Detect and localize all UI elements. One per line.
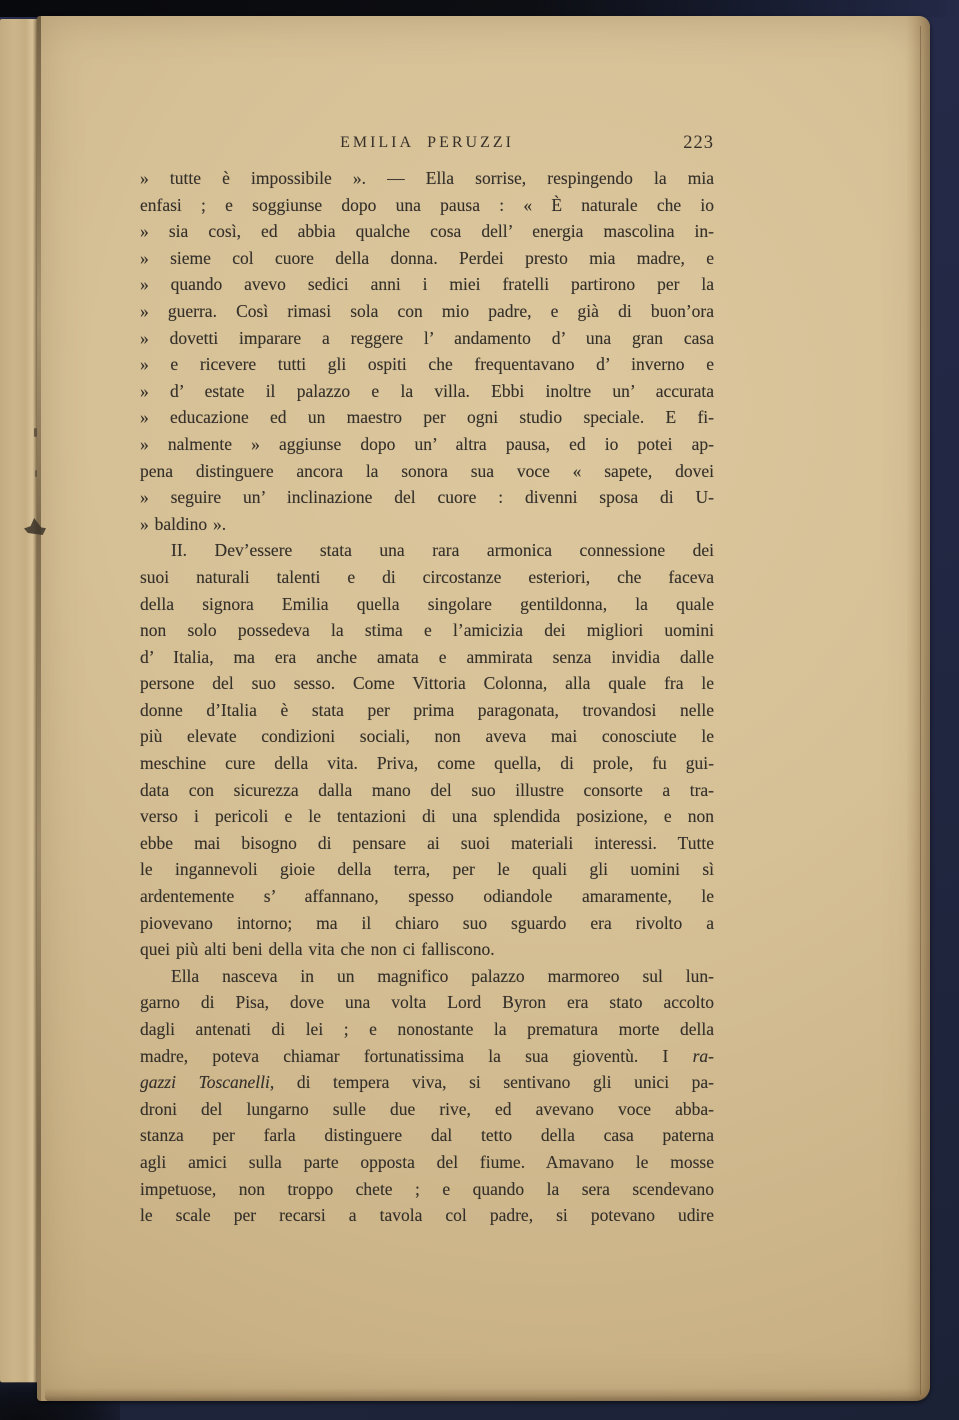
text-line: » guerra. Così rimasi sola con mio padre, e già di buon’ora: [140, 300, 714, 321]
text-line: » nalmente » aggiunse dopo un’ altra pausa, ed io potei ap-: [140, 433, 714, 454]
text-line: più elevate condizioni sociali, non aveva mai conosciute le: [140, 726, 714, 747]
text-line: ebbe mai bisogno di pensare ai suoi materiali interessi. Tutte: [140, 832, 714, 853]
text-line: non solo possedeva la stima e l’amicizia dei migliori uomini: [140, 620, 714, 641]
text-line: verso i pericoli e le tentazioni di una splendida posizione, e non: [140, 806, 714, 827]
text-line: le ingannevoli gioie della terra, per le quali gli uomini sì: [140, 859, 714, 880]
text-line: quei più alti beni della vita che non ci falliscono.: [140, 939, 495, 960]
text-line: » e ricevere tutti gli ospiti che frequentavano d’ inverno e: [140, 354, 714, 375]
text-line: gazzi Toscanelli, di tempera viva, si sentivano gli unici pa-: [140, 1072, 714, 1093]
text-line: » quando avevo sedici anni i miei fratelli partirono per la: [140, 274, 714, 295]
text-line: dagli antenati di lei ; e nonostante la prematura morte della: [140, 1019, 714, 1039]
text-line: » seguire un’ inclinazione del cuore : divenni sposa di U-: [140, 487, 714, 508]
text-line: madre, poteva chiamar fortunatissima la sua gioventù. I ra-: [140, 1045, 714, 1066]
text-line: data con sicurezza dalla mano del suo illustre consorte a tra-: [140, 779, 714, 800]
text-line: » sia così, ed abbia qualche cosa dell’ energia mascolina in-: [140, 221, 714, 242]
paper-speck: [34, 428, 37, 437]
text-line: » d’ estate il palazzo e la villa. Ebbi inoltre un’ accurata: [140, 380, 714, 401]
text-line: » dovetti imparare a reggere l’ andamento d’ una gran casa: [140, 327, 714, 348]
text-line: donne d’Italia è stata per prima paragonata, trovandosi nelle: [140, 699, 714, 720]
text-line: persone del suo sesso. Come Vittoria Colonna, alla quale fra le: [140, 673, 714, 694]
text-line: impetuose, non troppo chete ; e quando la sera scendevano: [140, 1178, 714, 1199]
book-page: [37, 16, 930, 1401]
text-line: droni del lungarno sulle due rive, ed avevano voce abba-: [140, 1098, 714, 1119]
text-line: garno di Pisa, dove una volta Lord Byron era stato accolto: [140, 992, 714, 1013]
text-line: Ella nasceva in un magnifico palazzo marmoreo sul lun-: [171, 965, 714, 986]
text-line: meschine cure della vita. Priva, come quella, di prole, fu gui-: [140, 753, 714, 774]
text-line: II. Dev’essere stata una rara armonica connessione dei: [171, 540, 714, 561]
text-line: » tutte è impossibile ». — Ella sorrise, respingendo la mia: [140, 168, 714, 188]
text-line: suoi naturali talenti e di circostanze esteriori, che faceva: [140, 566, 714, 587]
text-line: della signora Emilia quella singolare gentildonna, la quale: [140, 593, 714, 614]
paper-speck: [35, 470, 37, 477]
text-line: » educazione ed un maestro per ogni studio speciale. E fi-: [140, 407, 714, 428]
text-line: » baldino ».: [140, 513, 227, 534]
page-stack-edge-bottom: [45, 1388, 930, 1401]
text-line: ardentemente s’ affannano, spesso odiandole amaramente, le: [140, 886, 714, 907]
text-line: enfasi ; e soggiunse dopo una pausa : « È naturale che io: [140, 194, 714, 215]
text-line: agli amici sulla parte opposta del fiume. Amavano le mosse: [140, 1151, 714, 1172]
text-line: d’ Italia, ma era anche amata e ammirata senza invidia dalle: [140, 646, 714, 667]
text-line: » sieme col cuore della donna. Perdei presto mia madre, e: [140, 247, 714, 268]
scanner-top-shadow: [0, 0, 959, 17]
text-line: le scale per recarsi a tavola col padre, si potevano udire: [140, 1205, 714, 1226]
text-line: pena distinguere ancora la sonora sua voce « sapete, dovei: [140, 460, 714, 481]
text-line: stanza per farla distinguere dal tetto della casa paterna: [140, 1125, 714, 1146]
page-header: [140, 130, 714, 156]
previous-page-edge: [0, 19, 37, 1383]
text-block: [140, 165, 714, 1229]
text-line: piovevano intorno; ma il chiaro suo sguardo era rivolto a: [140, 912, 714, 933]
page-number: 223: [683, 133, 714, 153]
page-stack-edge-right: [906, 16, 930, 1401]
running-title: EMILIA PERUZZI: [340, 134, 514, 151]
